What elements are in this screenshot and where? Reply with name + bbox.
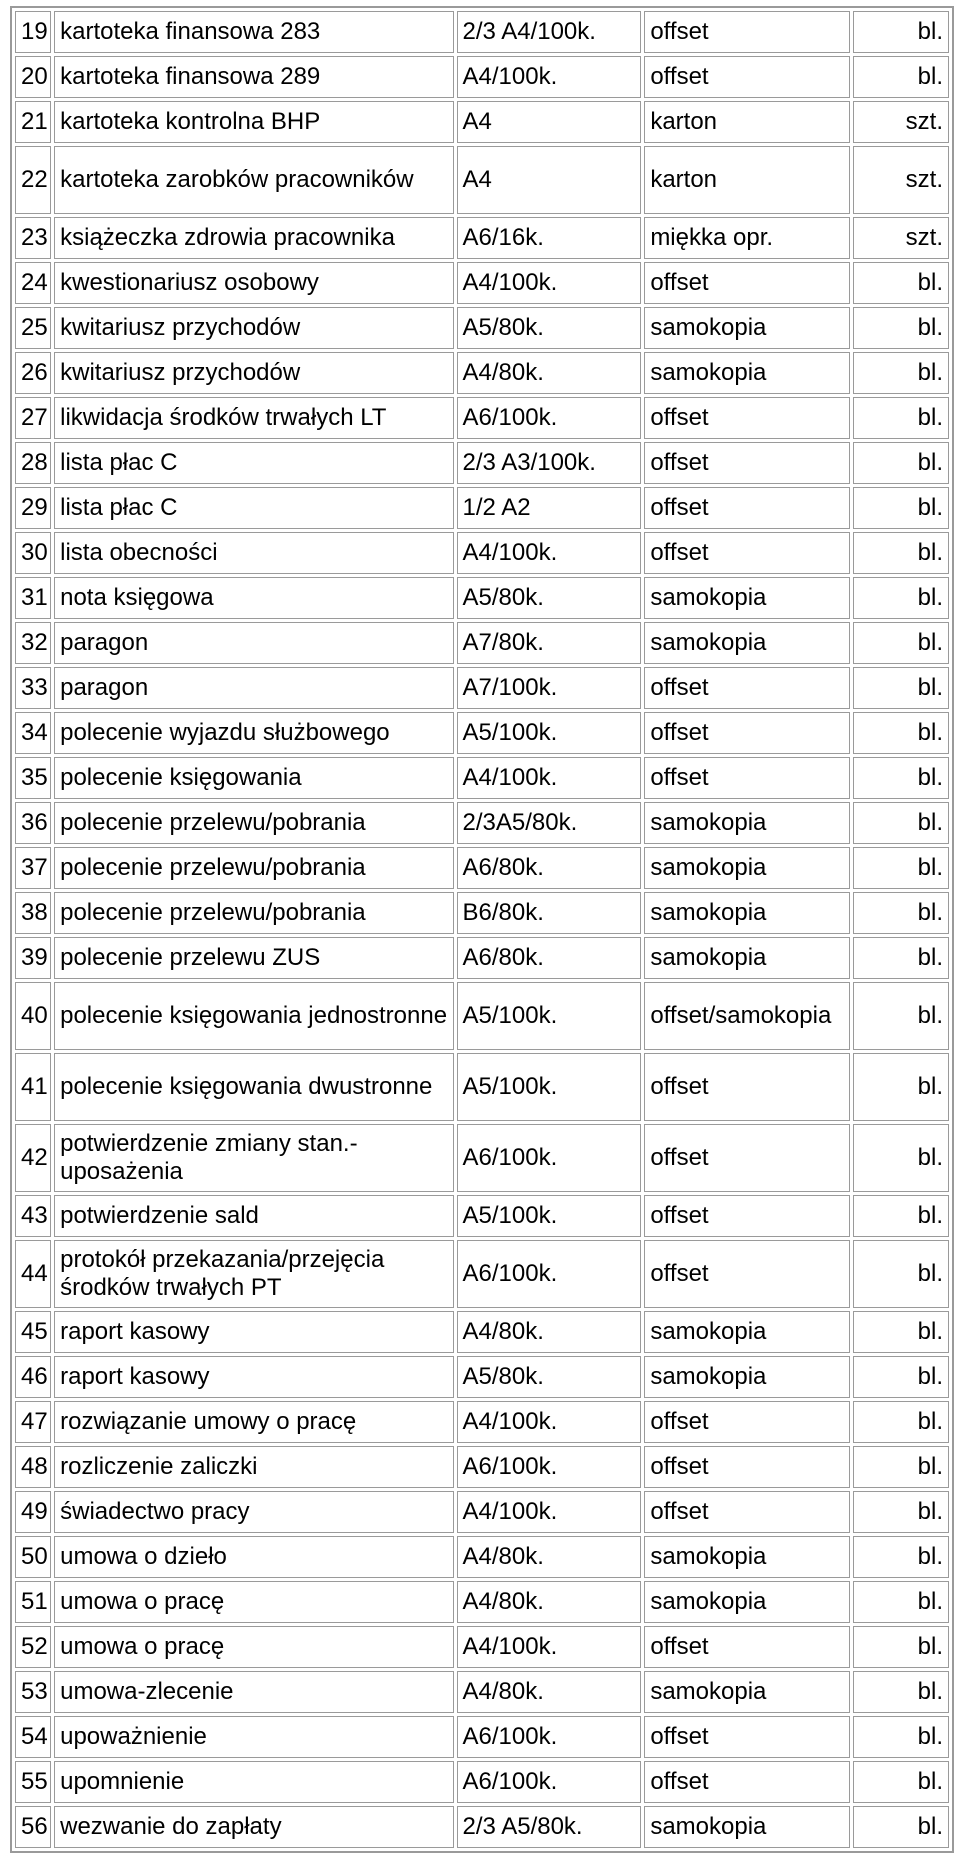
unit-of-measure: bl. — [853, 982, 949, 1050]
unit-of-measure: bl. — [853, 352, 949, 394]
form-format: 1/2 A2 — [457, 487, 642, 529]
form-name: kwitariusz przychodów — [54, 307, 453, 349]
form-format: A4/80k. — [457, 1536, 642, 1578]
paper-type: samokopia — [644, 802, 850, 844]
unit-of-measure: bl. — [853, 56, 949, 98]
unit-of-measure: bl. — [853, 1356, 949, 1398]
table-row — [15, 1581, 949, 1623]
table-row — [15, 217, 949, 259]
form-format: 2/3 A3/100k. — [457, 442, 642, 484]
form-format: A7/80k. — [457, 622, 642, 664]
paper-type: offset/samokopia — [644, 982, 850, 1050]
paper-type: offset — [644, 1240, 850, 1308]
paper-type: offset — [644, 1124, 850, 1192]
form-name: umowa o pracę — [54, 1581, 453, 1623]
table-row — [15, 1124, 949, 1192]
paper-type: samokopia — [644, 622, 850, 664]
row-number: 45 — [15, 1311, 51, 1353]
form-name: rozwiązanie umowy o pracę — [54, 1401, 453, 1443]
paper-type: offset — [644, 1491, 850, 1533]
paper-type: offset — [644, 1626, 850, 1668]
form-name: polecenie przelewu/pobrania — [54, 847, 453, 889]
paper-type: miękka opr. — [644, 217, 850, 259]
row-number: 52 — [15, 1626, 51, 1668]
table-row — [15, 1626, 949, 1668]
paper-type: offset — [644, 1761, 850, 1803]
row-number: 25 — [15, 307, 51, 349]
unit-of-measure: bl. — [853, 892, 949, 934]
row-number: 36 — [15, 802, 51, 844]
table-row — [15, 262, 949, 304]
table-row — [15, 982, 949, 1050]
table-row — [15, 352, 949, 394]
form-format: A6/100k. — [457, 1124, 642, 1192]
form-name: lista płac C — [54, 487, 453, 529]
table-row — [15, 1356, 949, 1398]
form-format: A4/100k. — [457, 757, 642, 799]
form-format: A4/100k. — [457, 532, 642, 574]
table-row — [15, 937, 949, 979]
paper-type: samokopia — [644, 1806, 850, 1848]
form-name: umowa-zlecenie — [54, 1671, 453, 1713]
table-row — [15, 1761, 949, 1803]
unit-of-measure: bl. — [853, 1053, 949, 1121]
form-name: kwestionariusz osobowy — [54, 262, 453, 304]
paper-type: samokopia — [644, 1356, 850, 1398]
row-number: 23 — [15, 217, 51, 259]
unit-of-measure: szt. — [853, 217, 949, 259]
form-format: A4 — [457, 146, 642, 214]
form-name: potwierdzenie zmiany stan.- uposażenia — [54, 1124, 453, 1192]
table-row — [15, 1446, 949, 1488]
row-number: 54 — [15, 1716, 51, 1758]
paper-type: karton — [644, 101, 850, 143]
form-format: A4 — [457, 101, 642, 143]
form-format: 2/3 A5/80k. — [457, 1806, 642, 1848]
row-number: 46 — [15, 1356, 51, 1398]
unit-of-measure: bl. — [853, 397, 949, 439]
table-row — [15, 1806, 949, 1848]
form-name: kartoteka kontrolna BHP — [54, 101, 453, 143]
form-format: A7/100k. — [457, 667, 642, 709]
row-number: 33 — [15, 667, 51, 709]
table-row — [15, 1401, 949, 1443]
unit-of-measure: bl. — [853, 1311, 949, 1353]
form-format: A6/100k. — [457, 397, 642, 439]
unit-of-measure: bl. — [853, 532, 949, 574]
paper-type: samokopia — [644, 1311, 850, 1353]
form-name: kartoteka finansowa 283 — [54, 11, 453, 53]
row-number: 44 — [15, 1240, 51, 1308]
table-row — [15, 667, 949, 709]
form-name: paragon — [54, 667, 453, 709]
form-format: A5/100k. — [457, 712, 642, 754]
form-format: A5/100k. — [457, 982, 642, 1050]
unit-of-measure: bl. — [853, 667, 949, 709]
unit-of-measure: bl. — [853, 1536, 949, 1578]
row-number: 49 — [15, 1491, 51, 1533]
row-number: 38 — [15, 892, 51, 934]
table-row — [15, 397, 949, 439]
unit-of-measure: bl. — [853, 307, 949, 349]
unit-of-measure: bl. — [853, 1806, 949, 1848]
form-format: A4/100k. — [457, 1491, 642, 1533]
paper-type: samokopia — [644, 847, 850, 889]
table-row — [15, 1195, 949, 1237]
table-row — [15, 1240, 949, 1308]
paper-type: samokopia — [644, 352, 850, 394]
table-row — [15, 101, 949, 143]
table-row — [15, 532, 949, 574]
form-format: B6/80k. — [457, 892, 642, 934]
form-name: polecenie księgowania dwustronne — [54, 1053, 453, 1121]
table-row — [15, 1053, 949, 1121]
form-name: polecenie przelewu ZUS — [54, 937, 453, 979]
row-number: 47 — [15, 1401, 51, 1443]
paper-type: samokopia — [644, 892, 850, 934]
paper-type: offset — [644, 1195, 850, 1237]
form-format: A4/80k. — [457, 1581, 642, 1623]
row-number: 43 — [15, 1195, 51, 1237]
table-row — [15, 56, 949, 98]
form-name: kartoteka finansowa 289 — [54, 56, 453, 98]
row-number: 19 — [15, 11, 51, 53]
row-number: 28 — [15, 442, 51, 484]
form-name: umowa o dzieło — [54, 1536, 453, 1578]
form-name: kwitariusz przychodów — [54, 352, 453, 394]
table-row — [15, 622, 949, 664]
form-format: A4/80k. — [457, 1671, 642, 1713]
form-format: A6/100k. — [457, 1761, 642, 1803]
paper-type: samokopia — [644, 1581, 850, 1623]
form-name: raport kasowy — [54, 1311, 453, 1353]
form-name: raport kasowy — [54, 1356, 453, 1398]
unit-of-measure: bl. — [853, 802, 949, 844]
form-name: nota księgowa — [54, 577, 453, 619]
form-format: A6/80k. — [457, 937, 642, 979]
unit-of-measure: bl. — [853, 1401, 949, 1443]
paper-type: offset — [644, 1716, 850, 1758]
paper-type: samokopia — [644, 1536, 850, 1578]
row-number: 26 — [15, 352, 51, 394]
row-number: 40 — [15, 982, 51, 1050]
form-format: A5/80k. — [457, 1356, 642, 1398]
form-format: A5/80k. — [457, 577, 642, 619]
row-number: 35 — [15, 757, 51, 799]
unit-of-measure: bl. — [853, 847, 949, 889]
row-number: 41 — [15, 1053, 51, 1121]
unit-of-measure: bl. — [853, 937, 949, 979]
paper-type: offset — [644, 487, 850, 529]
table-row — [15, 1491, 949, 1533]
form-name: upoważnienie — [54, 1716, 453, 1758]
form-name: książeczka zdrowia pracownika — [54, 217, 453, 259]
table-row — [15, 442, 949, 484]
row-number: 30 — [15, 532, 51, 574]
paper-type: offset — [644, 1053, 850, 1121]
paper-type: offset — [644, 667, 850, 709]
table-row — [15, 577, 949, 619]
row-number: 34 — [15, 712, 51, 754]
unit-of-measure: szt. — [853, 101, 949, 143]
form-format: A5/100k. — [457, 1195, 642, 1237]
table-row — [15, 1311, 949, 1353]
table-row — [15, 847, 949, 889]
form-name: polecenie wyjazdu służbowego — [54, 712, 453, 754]
row-number: 37 — [15, 847, 51, 889]
unit-of-measure: bl. — [853, 1491, 949, 1533]
row-number: 29 — [15, 487, 51, 529]
row-number: 55 — [15, 1761, 51, 1803]
unit-of-measure: bl. — [853, 11, 949, 53]
table-row — [15, 1671, 949, 1713]
form-name: protokół przekazania/przejęcia środków trwałych PT — [54, 1240, 453, 1308]
unit-of-measure: bl. — [853, 1124, 949, 1192]
table-row — [15, 892, 949, 934]
table-row — [15, 307, 949, 349]
unit-of-measure: bl. — [853, 577, 949, 619]
table-row — [15, 487, 949, 529]
unit-of-measure: bl. — [853, 622, 949, 664]
form-name: polecenie przelewu/pobrania — [54, 802, 453, 844]
form-name: likwidacja środków trwałych LT — [54, 397, 453, 439]
form-name: polecenie księgowania — [54, 757, 453, 799]
forms-table-body — [15, 11, 949, 1848]
paper-type: offset — [644, 1446, 850, 1488]
form-format: A4/100k. — [457, 56, 642, 98]
paper-type: offset — [644, 56, 850, 98]
paper-type: offset — [644, 397, 850, 439]
form-name: wezwanie do zapłaty — [54, 1806, 453, 1848]
row-number: 50 — [15, 1536, 51, 1578]
paper-type: offset — [644, 262, 850, 304]
form-name: świadectwo pracy — [54, 1491, 453, 1533]
unit-of-measure: bl. — [853, 1446, 949, 1488]
paper-type: offset — [644, 11, 850, 53]
unit-of-measure: bl. — [853, 1195, 949, 1237]
row-number: 21 — [15, 101, 51, 143]
form-name: umowa o pracę — [54, 1626, 453, 1668]
row-number: 53 — [15, 1671, 51, 1713]
paper-type: samokopia — [644, 937, 850, 979]
row-number: 42 — [15, 1124, 51, 1192]
row-number: 32 — [15, 622, 51, 664]
form-name: polecenie przelewu/pobrania — [54, 892, 453, 934]
paper-type: samokopia — [644, 307, 850, 349]
row-number: 20 — [15, 56, 51, 98]
unit-of-measure: bl. — [853, 1240, 949, 1308]
unit-of-measure: bl. — [853, 442, 949, 484]
form-format: A6/100k. — [457, 1446, 642, 1488]
form-name: kartoteka zarobków pracowników — [54, 146, 453, 214]
table-row — [15, 802, 949, 844]
table-row — [15, 1716, 949, 1758]
form-name: rozliczenie zaliczki — [54, 1446, 453, 1488]
paper-type: offset — [644, 1401, 850, 1443]
form-format: A4/100k. — [457, 262, 642, 304]
paper-type: offset — [644, 532, 850, 574]
form-format: A6/100k. — [457, 1716, 642, 1758]
form-name: upomnienie — [54, 1761, 453, 1803]
form-format: A6/100k. — [457, 1240, 642, 1308]
form-name: potwierdzenie sald — [54, 1195, 453, 1237]
table-row — [15, 712, 949, 754]
form-format: A4/80k. — [457, 1311, 642, 1353]
paper-type: offset — [644, 757, 850, 799]
unit-of-measure: bl. — [853, 1671, 949, 1713]
unit-of-measure: bl. — [853, 1581, 949, 1623]
form-name: paragon — [54, 622, 453, 664]
row-number: 27 — [15, 397, 51, 439]
forms-table — [10, 6, 954, 1853]
form-name: lista obecności — [54, 532, 453, 574]
unit-of-measure: bl. — [853, 1761, 949, 1803]
unit-of-measure: bl. — [853, 1716, 949, 1758]
form-format: 2/3A5/80k. — [457, 802, 642, 844]
paper-type: offset — [644, 712, 850, 754]
unit-of-measure: bl. — [853, 487, 949, 529]
row-number: 24 — [15, 262, 51, 304]
table-row — [15, 1536, 949, 1578]
paper-type: offset — [644, 442, 850, 484]
unit-of-measure: bl. — [853, 1626, 949, 1668]
row-number: 51 — [15, 1581, 51, 1623]
form-format: A4/80k. — [457, 352, 642, 394]
row-number: 31 — [15, 577, 51, 619]
paper-type: samokopia — [644, 1671, 850, 1713]
form-format: A4/100k. — [457, 1401, 642, 1443]
row-number: 22 — [15, 146, 51, 214]
form-format: A4/100k. — [457, 1626, 642, 1668]
form-format: A6/80k. — [457, 847, 642, 889]
unit-of-measure: bl. — [853, 712, 949, 754]
unit-of-measure: szt. — [853, 146, 949, 214]
form-name: polecenie księgowania jednostronne — [54, 982, 453, 1050]
row-number: 48 — [15, 1446, 51, 1488]
form-format: A5/80k. — [457, 307, 642, 349]
form-format: A6/16k. — [457, 217, 642, 259]
table-row — [15, 146, 949, 214]
table-row — [15, 11, 949, 53]
form-name: lista płac C — [54, 442, 453, 484]
row-number: 56 — [15, 1806, 51, 1848]
unit-of-measure: bl. — [853, 262, 949, 304]
form-format: 2/3 A4/100k. — [457, 11, 642, 53]
row-number: 39 — [15, 937, 51, 979]
paper-type: karton — [644, 146, 850, 214]
paper-type: samokopia — [644, 577, 850, 619]
form-format: A5/100k. — [457, 1053, 642, 1121]
table-row — [15, 757, 949, 799]
unit-of-measure: bl. — [853, 757, 949, 799]
